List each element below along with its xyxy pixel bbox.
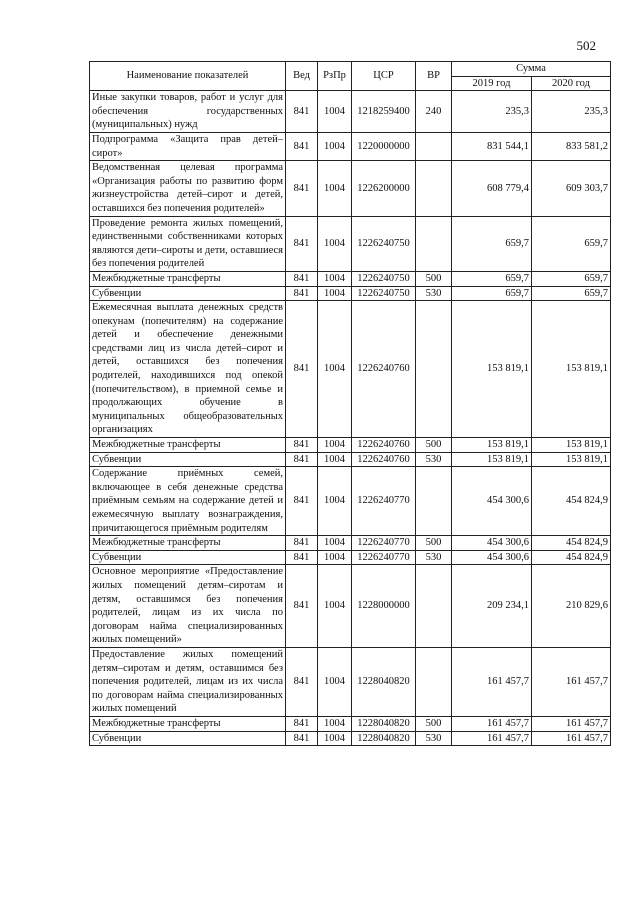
cell-ved: 841 — [286, 271, 318, 286]
cell-name: Подпрограмма «Защита прав детей–сирот» — [90, 132, 286, 160]
cell-ved: 841 — [286, 467, 318, 536]
cell-name: Предоставление жилых помещений детям–сиротам и детям, оставшимся без попечения родителей, лицам из их числа по договорам найма специализированных жилых помещений — [90, 647, 286, 716]
cell-ved: 841 — [286, 161, 318, 216]
cell-csr: 1226240760 — [352, 452, 416, 467]
cell-2019: 153 819,1 — [452, 438, 532, 453]
cell-vr: 500 — [416, 716, 452, 731]
cell-2019: 608 779,4 — [452, 161, 532, 216]
cell-2020: 161 457,7 — [532, 731, 611, 746]
cell-2019: 831 544,1 — [452, 132, 532, 160]
cell-ved: 841 — [286, 301, 318, 438]
cell-2019: 161 457,7 — [452, 647, 532, 716]
table-row — [90, 452, 611, 467]
cell-ved: 841 — [286, 286, 318, 301]
cell-csr: 1228040820 — [352, 716, 416, 731]
cell-2019: 153 819,1 — [452, 301, 532, 438]
cell-vr — [416, 565, 452, 648]
cell-vr: 500 — [416, 536, 452, 551]
cell-name: Содержание приёмных семей, включающее в себя денежные средства приёмным семьям на содержание детей и ежемесячную выплату вознаграждения, причитающегося приёмным родителям — [90, 467, 286, 536]
cell-vr: 240 — [416, 91, 452, 133]
table-row — [90, 91, 611, 133]
table-body — [90, 91, 611, 746]
cell-rzpr: 1004 — [318, 647, 352, 716]
cell-vr — [416, 467, 452, 536]
cell-name: Межбюджетные трансферты — [90, 536, 286, 551]
cell-2020: 659,7 — [532, 286, 611, 301]
cell-rzpr: 1004 — [318, 286, 352, 301]
cell-csr: 1226240760 — [352, 438, 416, 453]
budget-table — [89, 61, 611, 746]
cell-2019: 659,7 — [452, 216, 532, 271]
table-row — [90, 132, 611, 160]
cell-rzpr: 1004 — [318, 161, 352, 216]
cell-2019: 454 300,6 — [452, 550, 532, 565]
table-row — [90, 301, 611, 438]
cell-rzpr: 1004 — [318, 565, 352, 648]
cell-name: Субвенции — [90, 550, 286, 565]
cell-csr: 1220000000 — [352, 132, 416, 160]
cell-name: Основное мероприятие «Предоставление жилых помещений детям–сиротам и детям, оставшимся без попечения родителей, лицам из их числа по договорам найма специализированных жилых помещений» — [90, 565, 286, 648]
cell-2019: 209 234,1 — [452, 565, 532, 648]
cell-2019: 454 300,6 — [452, 467, 532, 536]
cell-vr: 530 — [416, 550, 452, 565]
table-row — [90, 438, 611, 453]
cell-2019: 659,7 — [452, 286, 532, 301]
cell-2020: 153 819,1 — [532, 438, 611, 453]
cell-csr: 1226240750 — [352, 271, 416, 286]
cell-vr: 500 — [416, 438, 452, 453]
cell-vr — [416, 132, 452, 160]
table-row — [90, 565, 611, 648]
cell-2020: 161 457,7 — [532, 647, 611, 716]
cell-ved: 841 — [286, 438, 318, 453]
cell-csr: 1226200000 — [352, 161, 416, 216]
header-name: Наименование показателей — [90, 62, 286, 91]
cell-name: Субвенции — [90, 286, 286, 301]
cell-vr — [416, 161, 452, 216]
header-sum: Сумма — [452, 62, 611, 77]
cell-2019: 454 300,6 — [452, 536, 532, 551]
cell-rzpr: 1004 — [318, 132, 352, 160]
cell-ved: 841 — [286, 647, 318, 716]
table-row — [90, 550, 611, 565]
header-rzpr: РзПр — [318, 62, 352, 91]
cell-csr: 1228000000 — [352, 565, 416, 648]
table-row — [90, 216, 611, 271]
table-row — [90, 731, 611, 746]
cell-vr: 530 — [416, 452, 452, 467]
table-header — [90, 62, 611, 91]
table-row — [90, 536, 611, 551]
cell-2020: 454 824,9 — [532, 550, 611, 565]
header-ved: Вед — [286, 62, 318, 91]
cell-csr: 1226240770 — [352, 550, 416, 565]
cell-name: Иные закупки товаров, работ и услуг для обеспечения государственных (муниципальных) нужд — [90, 91, 286, 133]
cell-rzpr: 1004 — [318, 536, 352, 551]
cell-ved: 841 — [286, 550, 318, 565]
cell-vr — [416, 647, 452, 716]
cell-rzpr: 1004 — [318, 716, 352, 731]
cell-2020: 235,3 — [532, 91, 611, 133]
cell-2020: 659,7 — [532, 271, 611, 286]
cell-name: Межбюджетные трансферты — [90, 716, 286, 731]
cell-2020: 153 819,1 — [532, 301, 611, 438]
cell-name: Субвенции — [90, 452, 286, 467]
cell-2020: 833 581,2 — [532, 132, 611, 160]
cell-rzpr: 1004 — [318, 452, 352, 467]
cell-csr: 1226240750 — [352, 216, 416, 271]
cell-2020: 454 824,9 — [532, 536, 611, 551]
table-row — [90, 271, 611, 286]
cell-ved: 841 — [286, 731, 318, 746]
cell-ved: 841 — [286, 536, 318, 551]
cell-2019: 153 819,1 — [452, 452, 532, 467]
cell-rzpr: 1004 — [318, 271, 352, 286]
table-row — [90, 647, 611, 716]
cell-vr — [416, 216, 452, 271]
cell-2019: 235,3 — [452, 91, 532, 133]
cell-2020: 153 819,1 — [532, 452, 611, 467]
cell-name: Межбюджетные трансферты — [90, 271, 286, 286]
cell-csr: 1226240770 — [352, 467, 416, 536]
cell-ved: 841 — [286, 565, 318, 648]
cell-name: Субвенции — [90, 731, 286, 746]
cell-2020: 609 303,7 — [532, 161, 611, 216]
cell-2020: 454 824,9 — [532, 467, 611, 536]
cell-2020: 161 457,7 — [532, 716, 611, 731]
cell-rzpr: 1004 — [318, 301, 352, 438]
table-row — [90, 467, 611, 536]
cell-rzpr: 1004 — [318, 438, 352, 453]
table-row — [90, 716, 611, 731]
cell-rzpr: 1004 — [318, 91, 352, 133]
page-number: 502 — [576, 38, 596, 53]
cell-name: Ежемесячная выплата денежных средств опекунам (попечителям) на содержание детей и обеспечение денежными средствами лиц из числа детей–сирот и детей, оставшихся без попечения родителей, находившихся под опекой (попечительством), в приемной семье и продолжающих обучение в муниципальных общеобразовательных организациях — [90, 301, 286, 438]
cell-ved: 841 — [286, 452, 318, 467]
cell-vr: 530 — [416, 286, 452, 301]
cell-rzpr: 1004 — [318, 550, 352, 565]
cell-csr: 1228040820 — [352, 647, 416, 716]
cell-2019: 161 457,7 — [452, 731, 532, 746]
cell-csr: 1226240770 — [352, 536, 416, 551]
cell-vr: 500 — [416, 271, 452, 286]
cell-csr: 1218259400 — [352, 91, 416, 133]
table-row — [90, 286, 611, 301]
cell-ved: 841 — [286, 132, 318, 160]
cell-rzpr: 1004 — [318, 731, 352, 746]
cell-name: Межбюджетные трансферты — [90, 438, 286, 453]
cell-rzpr: 1004 — [318, 467, 352, 536]
cell-ved: 841 — [286, 716, 318, 731]
header-vr: ВР — [416, 62, 452, 91]
cell-vr: 530 — [416, 731, 452, 746]
header-csr: ЦСР — [352, 62, 416, 91]
cell-2020: 659,7 — [532, 216, 611, 271]
cell-rzpr: 1004 — [318, 216, 352, 271]
cell-ved: 841 — [286, 216, 318, 271]
cell-name: Проведение ремонта жилых помещений, единственными собственниками которых являются дети–сироты и дети, оставшиеся без попечения родителей — [90, 216, 286, 271]
table-row — [90, 161, 611, 216]
cell-2019: 659,7 — [452, 271, 532, 286]
cell-2019: 161 457,7 — [452, 716, 532, 731]
cell-vr — [416, 301, 452, 438]
cell-csr: 1228040820 — [352, 731, 416, 746]
header-2020: 2020 год — [532, 76, 611, 91]
header-2019: 2019 год — [452, 76, 532, 91]
cell-csr: 1226240750 — [352, 286, 416, 301]
cell-name: Ведомственная целевая программа «Организация работы по развитию форм жизнеустройства детей–сирот и детей, оставшихся без попечения родителей» — [90, 161, 286, 216]
cell-ved: 841 — [286, 91, 318, 133]
cell-2020: 210 829,6 — [532, 565, 611, 648]
cell-csr: 1226240760 — [352, 301, 416, 438]
